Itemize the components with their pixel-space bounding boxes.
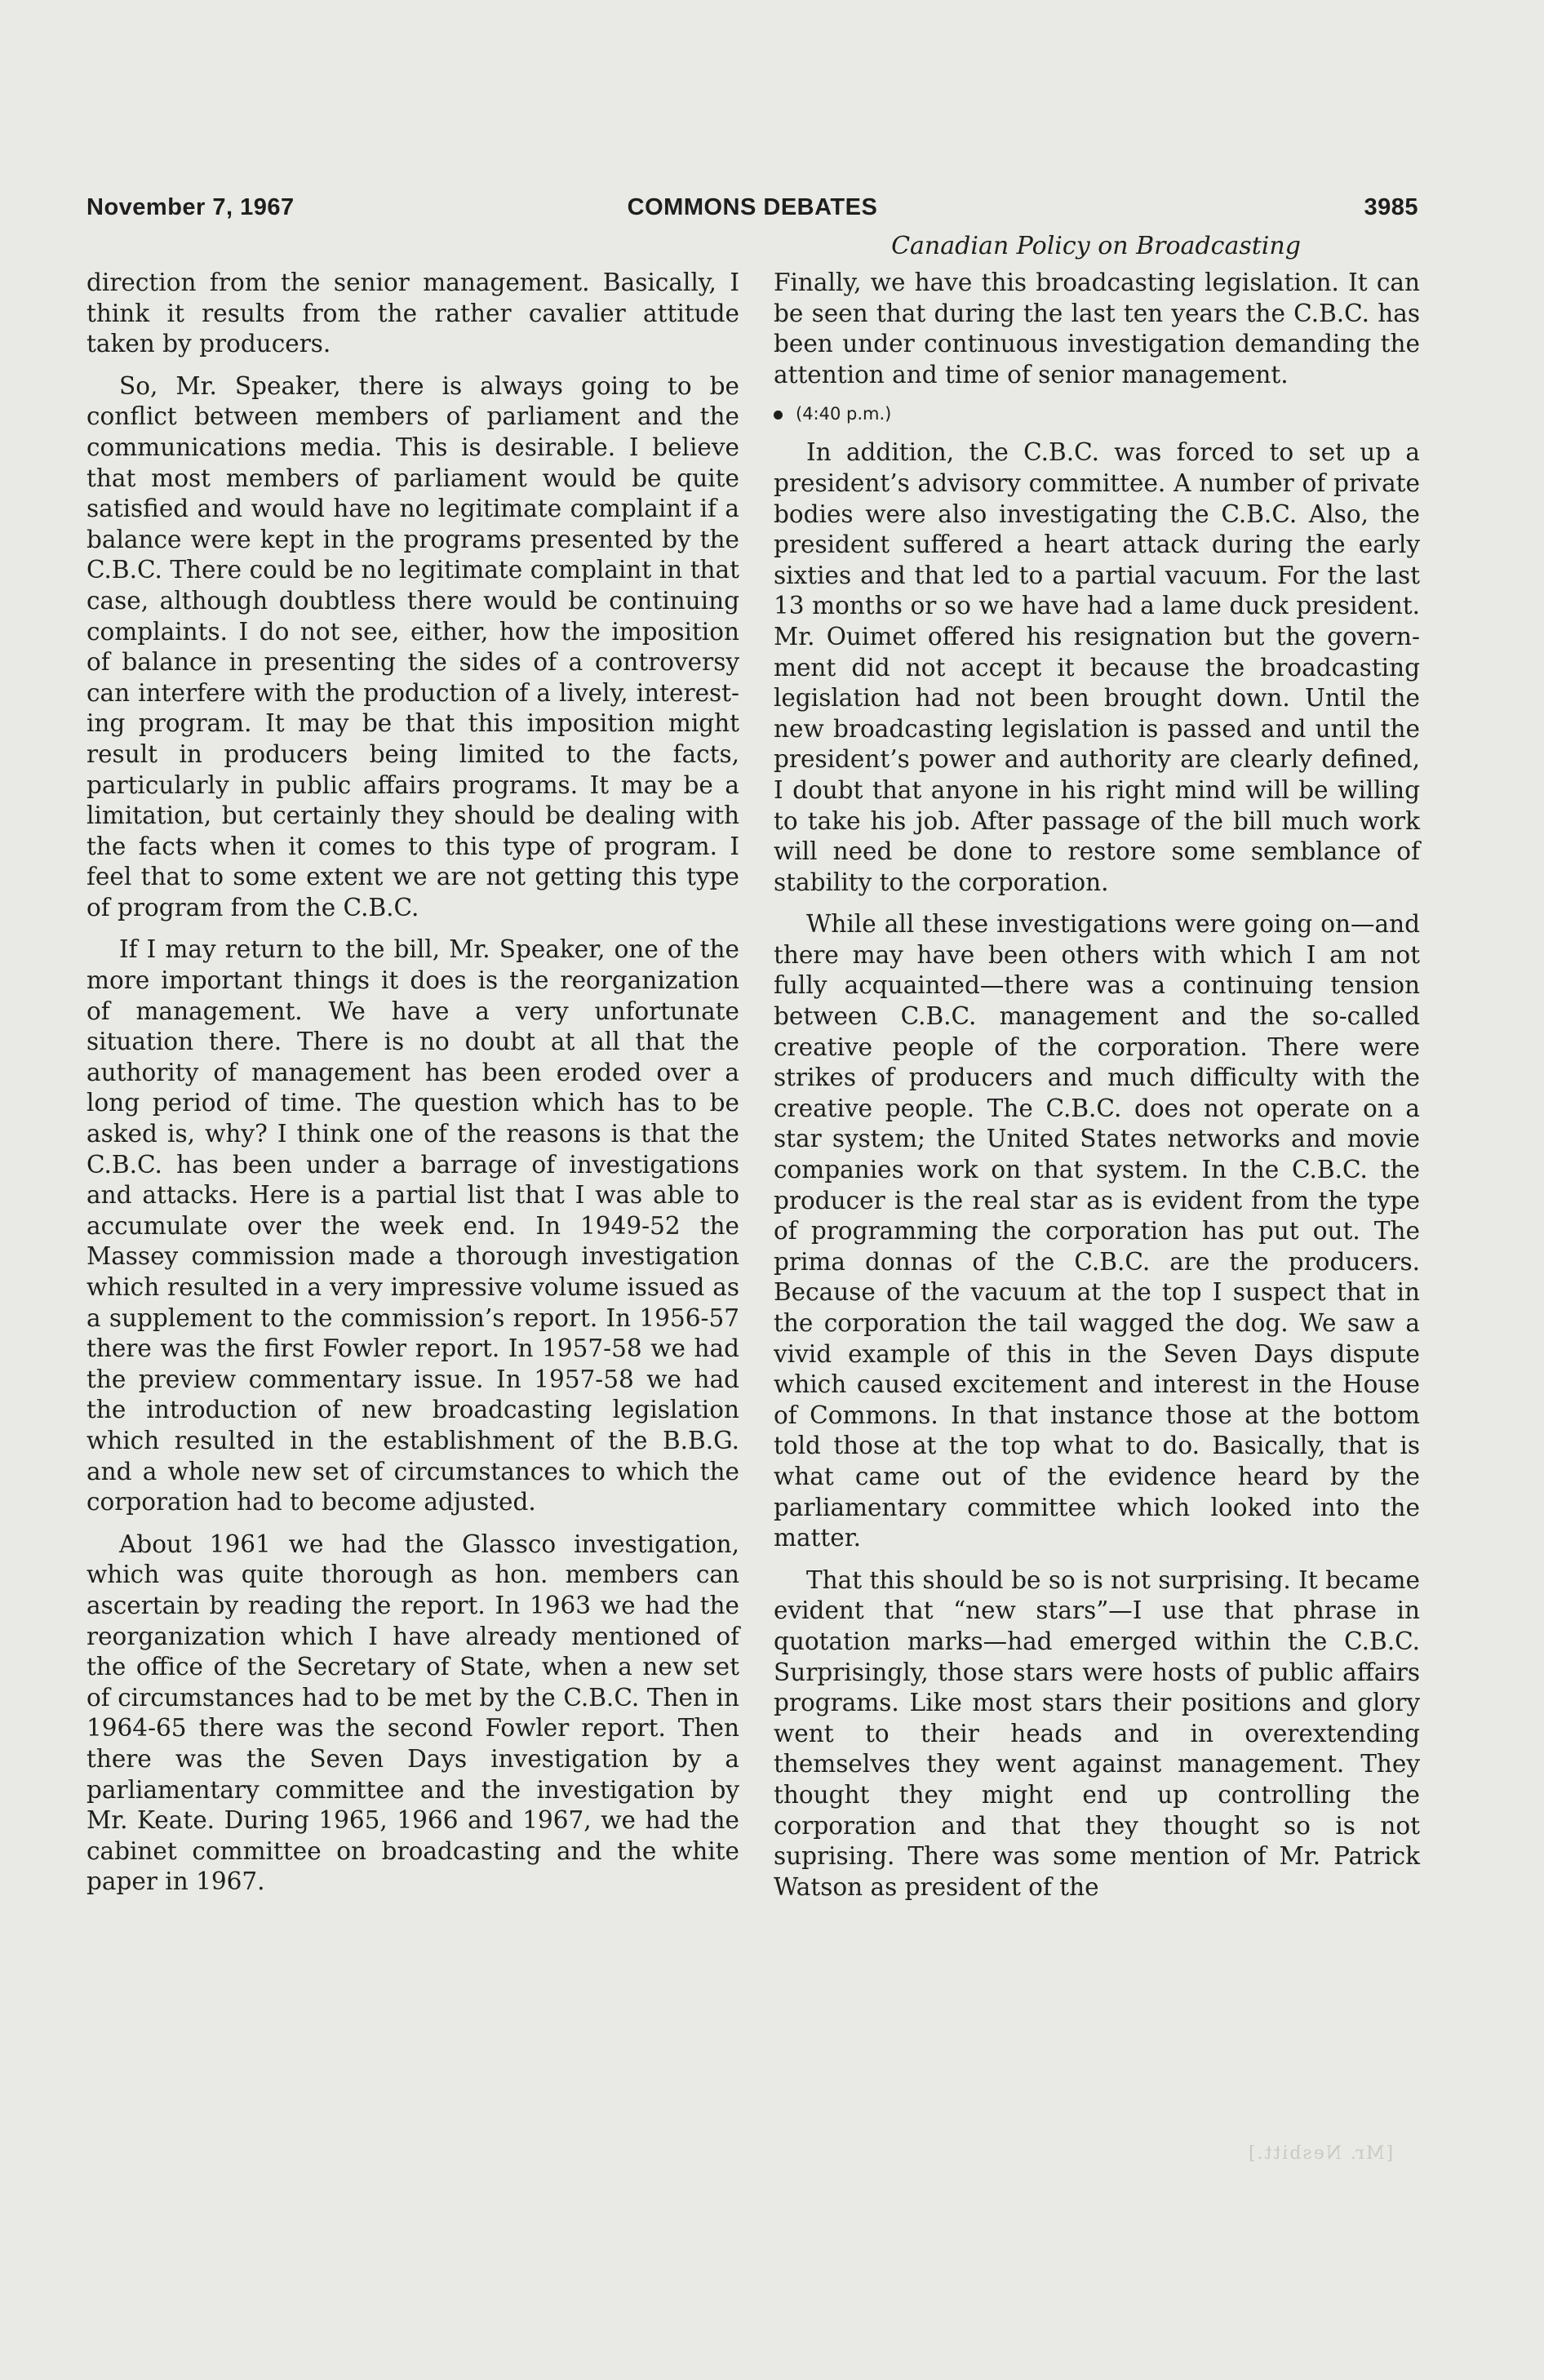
left-paragraph-3: If I may return to the bill, Mr. Speaker, one of the more important things it does is the reorganization of management. We have a very unfortunate situation there. There is no doubt at all that the authority of management has been eroded over a long period of time. The question which has to be asked is, why? I think one of the reasons is that the C.B.C. has been under a barrage of investigations and attacks. Here is a partial list that I was able to accumulate over the week end. In 1949-52 the Massey commission made a thorough investigation which resulted in a very impressive volume issued as a supplement to the commission’s report. In 1956-57 there was the first Fowler report. In 1957-58 we had the preview commentary issue. In 1957-58 we had the introduction of new broadcasting legislation which resulted in the establishment of the B.B.G. and a whole new set of circumstances to which the corporation had to become adjusted. [87, 935, 739, 1516]
header-page-number: 3985 [1364, 194, 1418, 220]
left-paragraph-4: About 1961 we had the Glassco investigation, which was quite thorough as hon. members can ascertain by reading the report. In 1963 we had the reorganization which I have already mentioned of the office of the Secretary of State, when a new set of circumstances had to be met by the C.B.C. Then in 1964-65 there was the second Fowler report. Then there was the Seven Days investigation by a parliamentary committee and the investigation by Mr. Keate. During 1965, 1966 and 1967, we had the cabinet committee on broadcasting and the white paper in 1967. [87, 1530, 739, 1896]
header-date: November 7, 1967 [87, 194, 295, 220]
timestamp-marker [774, 402, 1420, 426]
bullet-icon [774, 411, 783, 420]
header-journal-title: COMMONS DEBATES [627, 194, 878, 220]
timestamp-text: (4:40 p.m.) [796, 404, 892, 424]
section-title: Canadian Policy on Broadcasting [891, 232, 1301, 260]
left-column [87, 268, 739, 1909]
right-paragraph-2: In addition, the C.B.C. was forced to set up a president’s advisory committee. A number of private bodies were also investigating the C.B.C. Also, the president suffered a heart attack during the early sixties and that led to a partial vacuum. For the last 13 months or so we have had a lame duck president. Mr. Ouimet offered his resignation but the government did not accept it because the broadcasting legislation had not been brought down. Until the new broadcasting legislation is passed and until the president’s power and authority are clearly defined, I doubt that anyone in his right mind will be willing to take his job. After passage of the bill much work will need be done to restore some semblance of stability to the corporation. [774, 438, 1420, 896]
right-paragraph-3: While all these investigations were going on—and there may have been others with which I am not fully acquainted—there was a continuing tension between C.B.C. management and the so-called creative people of the corporation. There were strikes of producers and much difficulty with the creative people. The C.B.C. does not operate on a star system; the United States networks and movie companies work on that system. In the C.B.C. the producer is the real star as is evident from the type of programming the corporation has put out. The prima donnas of the C.B.C. are the producers. Because of the vacuum at the top I suspect that in the corporation the tail wagged the dog. We saw a vivid example of this in the Seven Days dispute which caused excitement and interest in the House of Commons. In that instance those at the bottom told those at the top what to do. Basically, that is what came out of the evidence heard by the parliamentary committee which looked into the matter. [774, 910, 1420, 1552]
running-header [87, 194, 1418, 227]
right-column [774, 268, 1420, 1914]
left-paragraph-2: So, Mr. Speaker, there is always going to be conflict between members of parliament and the communications media. This is desirable. I believe that most members of parliament would be quite satisfied and would have no legitimate complaint if a balance were kept in the programs presented by the C.B.C. There could be no legitimate complaint in that case, although doubtless there would be continuing complaints. I do not see, either, how the imposition of balance in presenting the sides of a controversy can interfere with the production of a lively, interesting program. It may be that this imposition might result in producers being limited to the facts, particularly in public affairs programs. It may be a limitation, but certainly they should be dealing with the facts when it comes to this type of program. I feel that to some extent we are not getting this type of program from the C.B.C. [87, 371, 739, 921]
show-through-text: [Mr. Nesbitt.] [1247, 2143, 1394, 2164]
right-paragraph-4: That this should be so is not surprising. It became evident that “new stars”—I use that phrase in quotation marks—had emerged within the C.B.C. Surprisingly, those stars were hosts of public affairs programs. Like most stars their positions and glory went to their heads and in overextending themselves they went against management. They thought they might end up controlling the corporation and that they thought so is not suprising. There was some mention of Mr. Patrick Watson as president of the [774, 1565, 1420, 1901]
right-paragraph-1: Finally, we have this broadcasting legislation. It can be seen that during the last ten years the C.B.C. has been under continuous investigation demanding the attention and time of senior management. [774, 269, 1420, 389]
left-paragraph-1: direction from the senior management. Basically, I think it results from the rather cavalier attitude taken by producers. [87, 269, 739, 358]
